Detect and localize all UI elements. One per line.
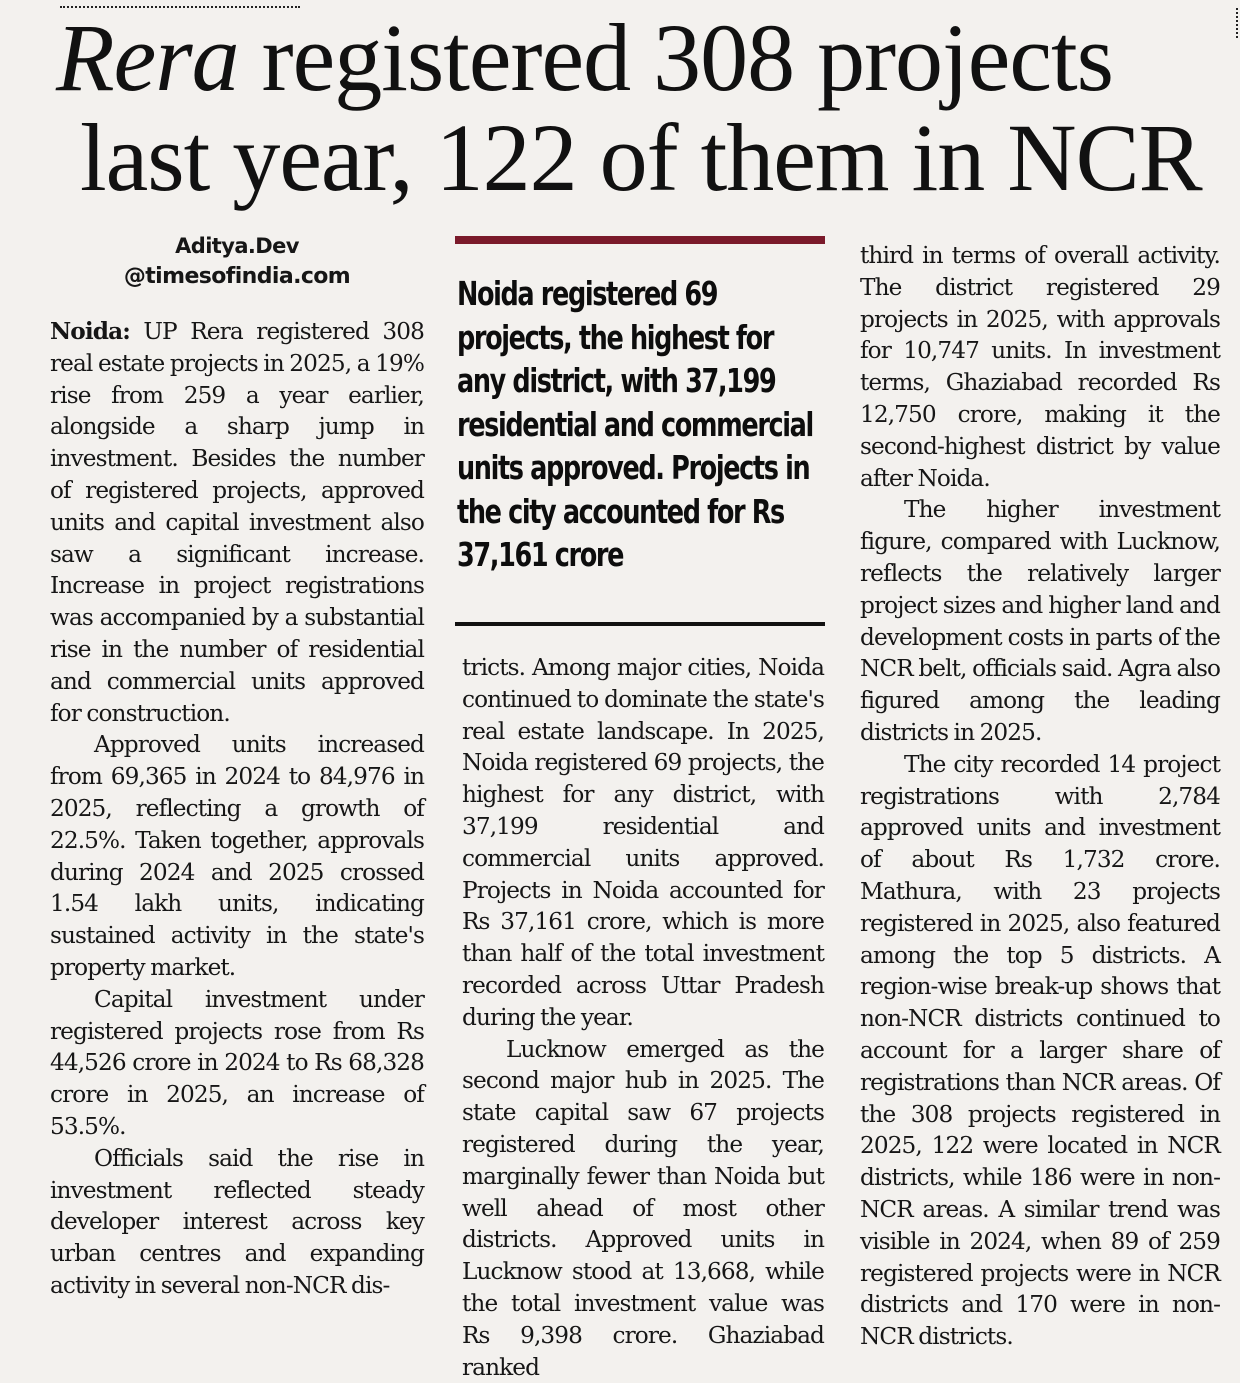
paragraph: Approved units increased from 69,365 in 2024 to 84,976 in 2025, reflecting a growth of 22.5%. Taken together, approvals during 2024 and 2025 crossed 1.54 lakh units, indicating sustained activity in the state's property market.: [50, 731, 424, 981]
headline-line-1: [56, 4, 1226, 111]
paragraph: The higher investment figure, compared with Lucknow, reflects the relatively larger project sizes and higher land and development costs in parts of the NCR belt, officials said. Agra also figured among the leading districts in 2025.: [860, 496, 1220, 746]
right-dotted-border: [1236, 8, 1238, 38]
pull-quote-text: Noida registered 69 projects, the highest for any district, with 37,199 residential and commercial units approved. Projects in the city accounted for Rs 37,161 crore: [457, 274, 813, 574]
dateline: Noida:: [50, 318, 130, 345]
headline-line-2: last year, 122 of them in NCR: [80, 104, 1202, 211]
headline-line-1-rest: registered 308 projects: [238, 4, 1113, 111]
paragraph: [50, 316, 424, 729]
paragraph: The city recorded 14 project registrations with 2,784 approved units and investment of about Rs 1,732 crore. Mathura, with 23 projects registered in 2025, also featured among the top 5 districts. A region-wise break-up shows that non-NCR districts continued to account for a larger share of registrations than NCR areas. Of the 308 projects registered in 2025, 122 were located in NCR districts, while 186 were in non-NCR areas. A similar trend was visible in 2024, when 89 of 259 registered projects were in NCR districts and 170 were in non-NCR districts.: [860, 750, 1220, 1351]
pull-quote: [455, 236, 825, 577]
article-column-3: [860, 240, 1220, 1353]
paragraph: third in terms of overall activity. The district registered 29 projects in 2025, with approvals for 10,747 units. In investment terms, Ghaziabad recorded Rs 12,750 crore, making it the second-highest district by value after Noida.: [860, 242, 1220, 492]
paragraph: Capital investment under registered projects rose from Rs 44,526 crore in 2024 to Rs 68,328 crore in 2025, an increase of 53.5%.: [50, 985, 424, 1140]
headline: [56, 4, 1226, 211]
article-column-2: [462, 652, 824, 1383]
article-column-1: [50, 232, 424, 1302]
byline: [50, 232, 424, 294]
headline-italic-word: Rera: [56, 4, 239, 111]
paragraph: Lucknow emerged as the second major hub in 2025. The state capital saw 67 projects registered during the year, marginally fewer than Noida but well ahead of most other districts. Approved units in Lucknow stood at 13,668, while the total investment value was Rs 9,398 crore. Ghaziabad ranked: [462, 1035, 824, 1381]
author-name: Aditya.Dev: [175, 234, 299, 258]
paragraph: tricts. Among major cities, Noida continued to dominate the state's real estate landscape. In 2025, Noida registered 69 projects, the highest for any district, with 37,199 residential and commercial units approved. Projects in Noida accounted for Rs 37,161 crore, which is more than half of the total investment recorded across Uttar Pradesh during the year.: [462, 654, 824, 1031]
pull-quote-bottom-rule: [455, 622, 825, 626]
pull-quote-top-rule: [455, 236, 825, 244]
author-handle: @timesofindia.com: [123, 264, 351, 289]
paragraph-text: UP Rera registered 308 real estate projects in 2025, a 19% rise from 259 a year earlier, alongside a sharp jump in investment. Besides the number of registered projects, approved units and capital investment also saw a significant increase. Increase in project registrations was accompanied by a substantial rise in the number of residential and commercial units approved for construction.: [50, 318, 424, 727]
paragraph: Officials said the rise in investment reflected steady developer interest across key urban centres and expanding activity in several non-NCR dis-: [50, 1144, 424, 1299]
